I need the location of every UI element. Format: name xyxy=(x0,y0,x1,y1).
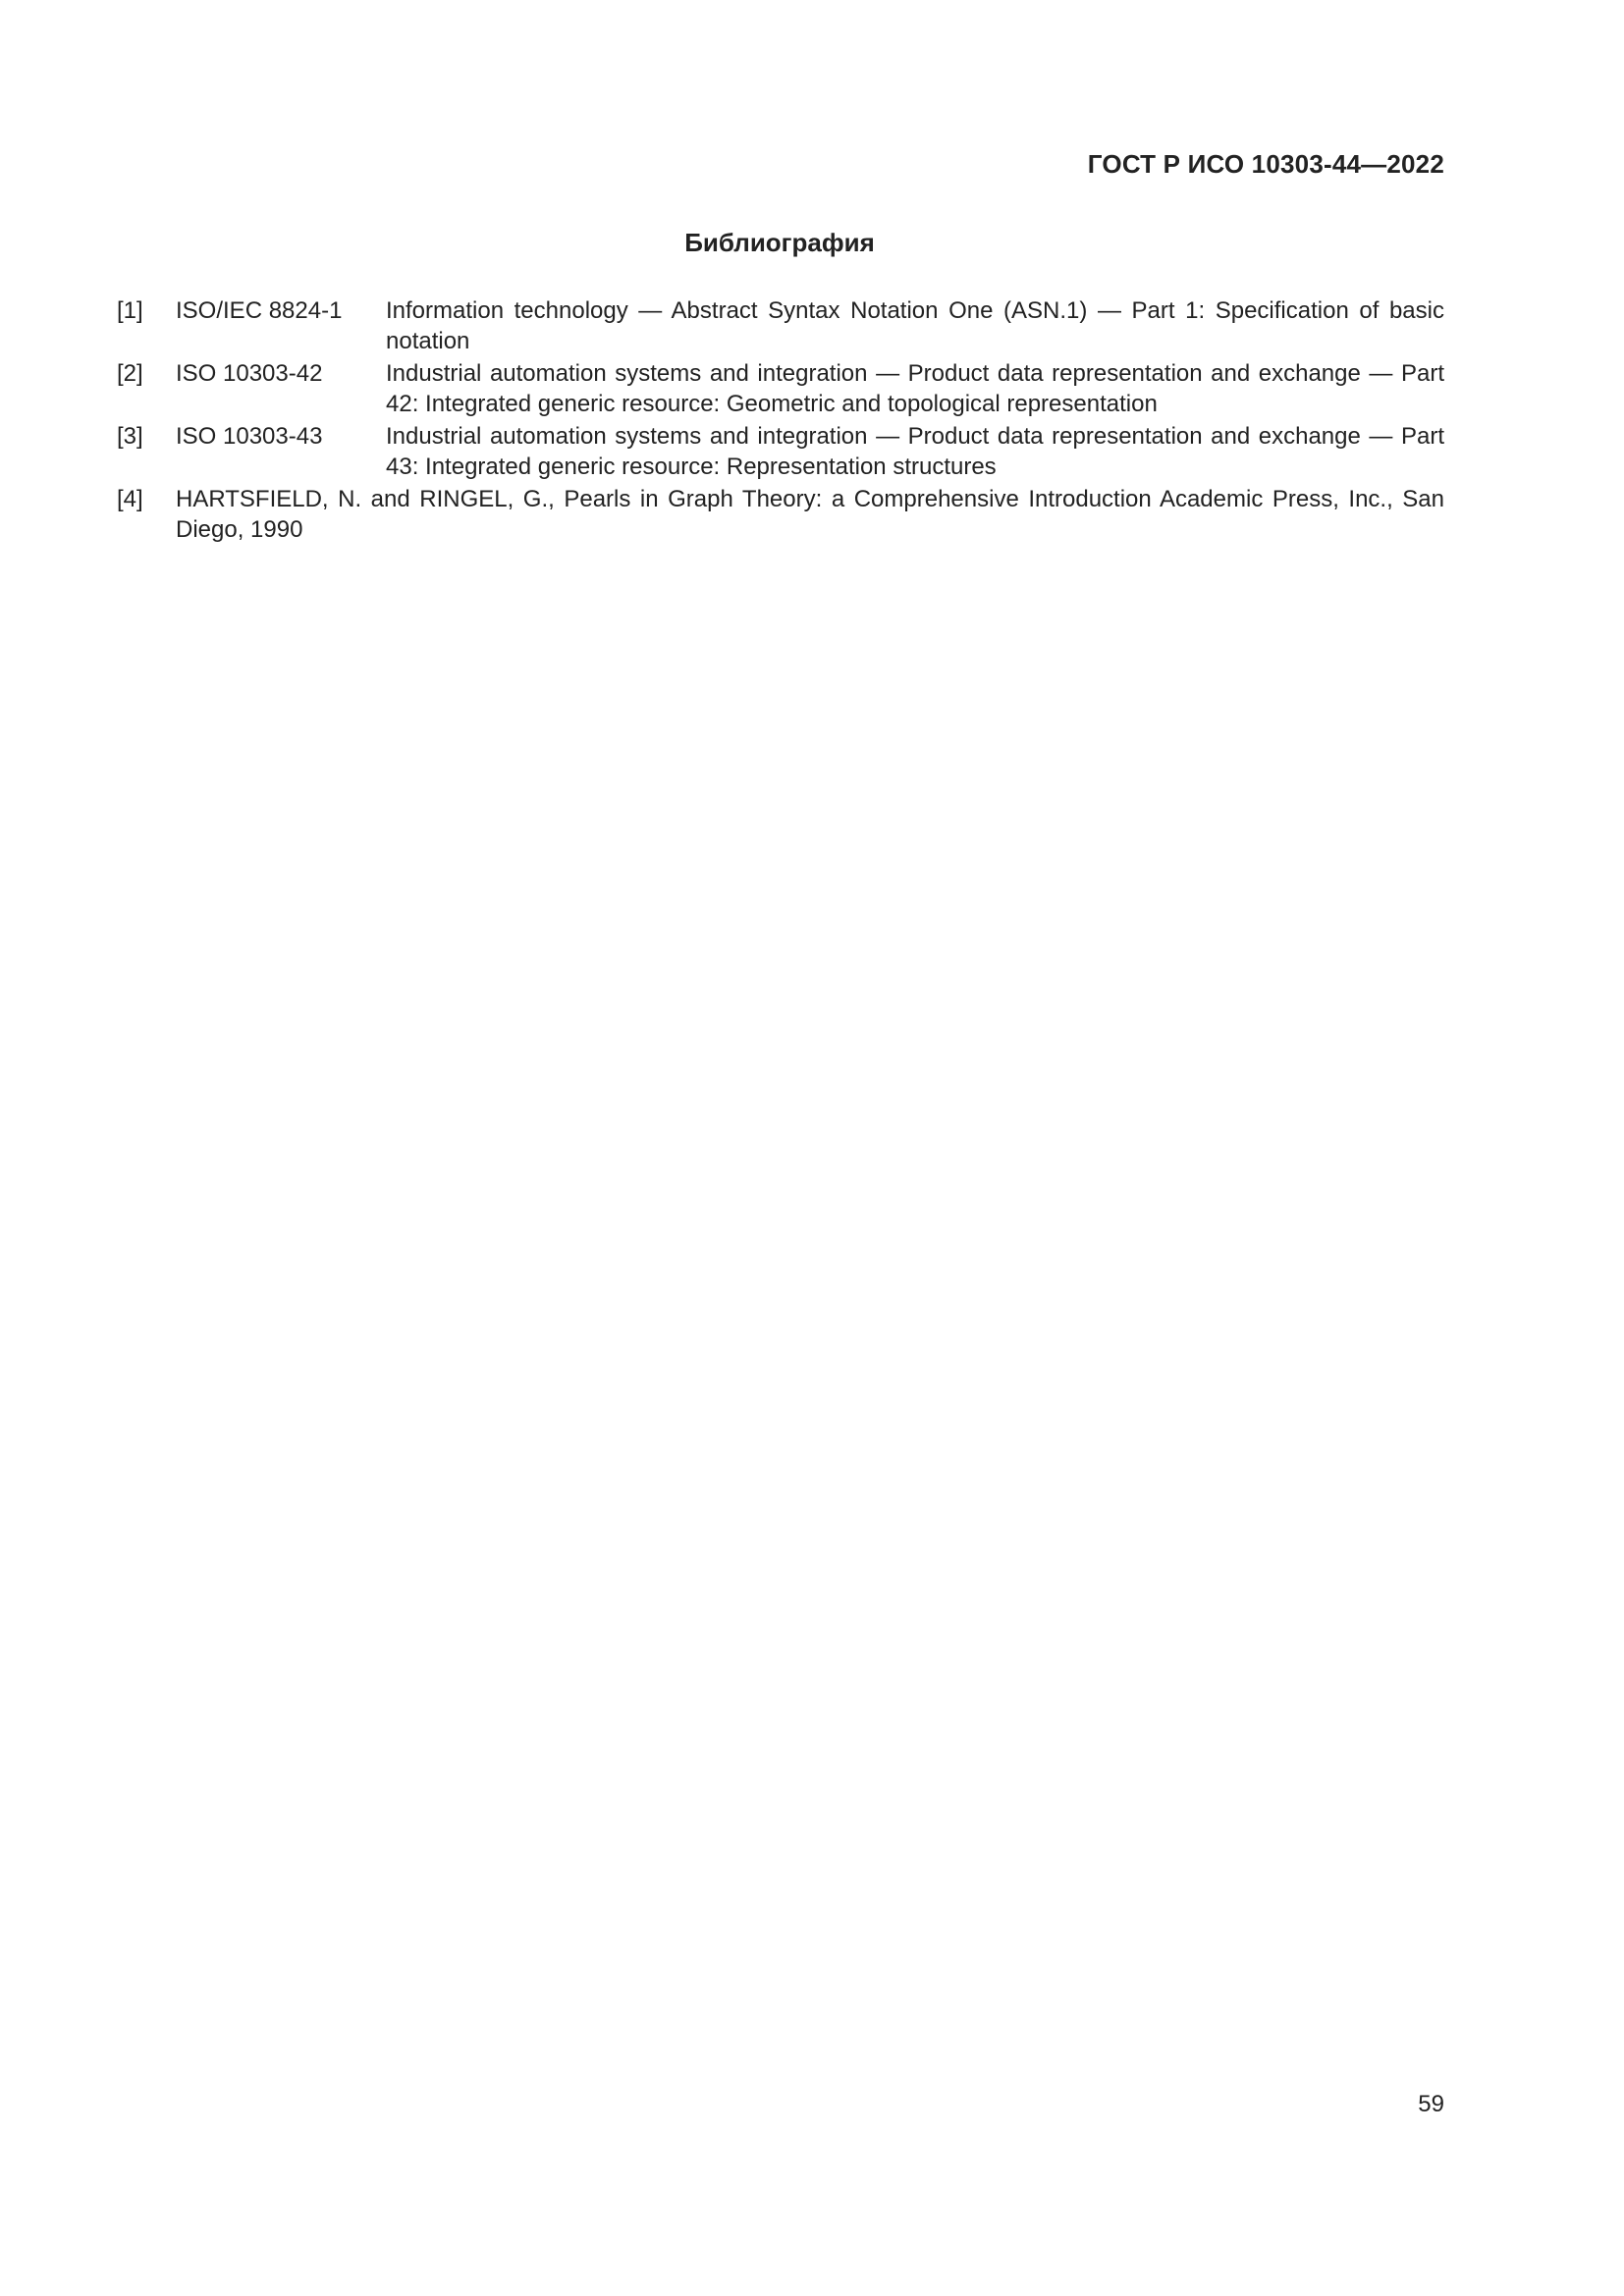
entry-number: [4] xyxy=(117,486,143,512)
section-title: Библиография xyxy=(684,228,875,257)
bibliography-entry xyxy=(117,358,1444,419)
document-number: ГОСТ Р ИСО 10303-44—2022 xyxy=(1087,149,1444,179)
entry-text: Industrial automation systems and integration — Product data representation and exchange — Part 42: Integrated generic resource: Geometric and topological representation xyxy=(386,360,1444,417)
bibliography-list xyxy=(117,295,1444,547)
entry-text: Industrial automation systems and integration — Product data representation and exchange — Part 43: Integrated generic resource: Representation structures xyxy=(386,423,1444,480)
entry-text: Information technology — Abstract Syntax Notation One (ASN.1) — Part 1: Specification of basic notation xyxy=(386,297,1444,354)
page-number: 59 xyxy=(1418,2091,1444,2117)
entry-number: [2] xyxy=(117,360,143,387)
entry-reference: ISO/IEC 8824-1 xyxy=(176,297,343,324)
entry-text: HARTSFIELD, N. and RINGEL, G., Pearls in Graph Theory: a Comprehensive Introduction Academic Press, Inc., San Diego, 1990 xyxy=(176,486,1444,543)
entry-reference: ISO 10303-43 xyxy=(176,423,323,450)
bibliography-entry xyxy=(117,295,1444,356)
entry-number: [3] xyxy=(117,423,143,450)
entry-number: [1] xyxy=(117,297,143,324)
bibliography-entry xyxy=(117,421,1444,482)
entry-reference: ISO 10303-42 xyxy=(176,360,323,387)
bibliography-entry xyxy=(117,484,1444,545)
